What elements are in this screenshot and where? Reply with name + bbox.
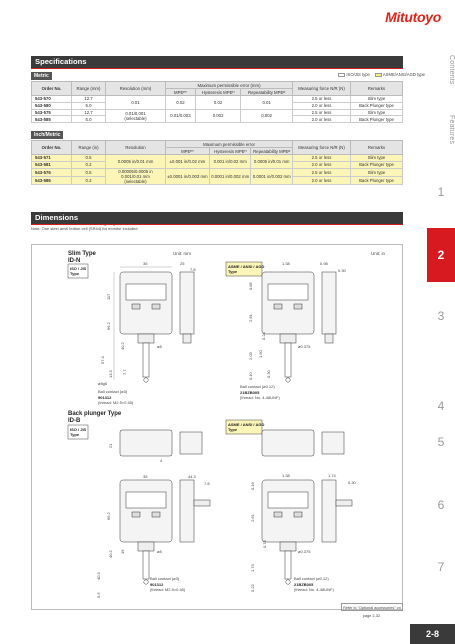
resolution-main-2: 0.001/0.01 mm xyxy=(121,173,150,179)
range-value: 12.7 xyxy=(72,109,106,116)
unit-mm-label: Unit: mm xyxy=(173,251,191,256)
sidebar-chapter-5[interactable]: 5 xyxy=(437,435,445,449)
force-value: 2.5 or less xyxy=(293,155,351,162)
repeatability-value: 0.0001 in/0.002 mm xyxy=(251,168,293,185)
dim-back-spindle: 19 xyxy=(120,549,125,554)
dim-tip-2: 7.7 xyxy=(122,369,127,375)
slim-stem xyxy=(138,334,154,343)
col-remarks: Remarks xyxy=(351,141,403,155)
slim-button-left xyxy=(132,304,140,309)
slim-contact-in: Ball contact (ø0.12) xyxy=(240,384,275,389)
order-code: 543-586 xyxy=(32,176,72,184)
back-body xyxy=(120,480,172,542)
mpe-value: 0.01/0.003 xyxy=(166,109,196,123)
repeatability-value: 0.0005 in/0.01 mm xyxy=(251,155,293,169)
dim-in-tip-2: 0.30 xyxy=(266,370,271,378)
slim-display xyxy=(126,284,166,300)
slim-body xyxy=(120,272,172,334)
col-force: Measuring force N/R (N) xyxy=(293,82,351,96)
back-asme-tag: ASME / ANSI / AGD xyxy=(228,422,265,427)
back-asme-tag-2: Type xyxy=(228,427,238,432)
mpe-value: 0.02 xyxy=(166,96,196,110)
slim-front-view xyxy=(120,272,172,382)
slim-side-body xyxy=(180,272,194,334)
back-button-right xyxy=(152,512,160,517)
dim-back-gap: 4 xyxy=(160,458,163,463)
order-code: 543-576 xyxy=(32,168,72,176)
back-display xyxy=(126,492,166,508)
back-iso-tag: ISO / JIS xyxy=(70,427,87,432)
range-value: 0.5 xyxy=(72,168,106,176)
back-iso-tag-2: Type xyxy=(70,432,80,437)
resolution-note: (selectable) xyxy=(124,178,147,184)
remarks-value: Back Plunger type xyxy=(351,176,403,184)
col-hysteresis: Hysteresis MPEᴴ xyxy=(209,148,251,155)
range-value: 0.2 xyxy=(72,161,106,168)
back-asme-stem xyxy=(280,542,296,551)
force-value: 2.0 or less xyxy=(293,116,351,123)
dim-body-height: 66.2 xyxy=(106,322,111,330)
remarks-value: Slim type xyxy=(351,96,403,103)
back-side-body xyxy=(180,480,194,542)
sidebar-features-tab[interactable]: Features xyxy=(448,115,455,145)
col-resolution: Resolution (mm) xyxy=(106,82,166,96)
order-code: 543-581 xyxy=(32,161,72,168)
remarks-value: Back Plunger type xyxy=(351,161,403,168)
slim-asme-body xyxy=(262,272,314,334)
dim-back-in-body: 2.61 xyxy=(250,514,255,522)
dim-back-lower: 40.3 xyxy=(96,572,101,580)
slim-iso-tag-2: Type xyxy=(70,271,80,276)
force-value: 2.0 or less xyxy=(293,176,351,184)
back-contact-mm: Ball contact (ø3) xyxy=(150,576,180,581)
dim-back-width: 35 xyxy=(143,474,148,479)
slim-asme-spindle xyxy=(285,343,291,377)
dim-total-height: 117 xyxy=(106,293,111,300)
mpe-value: ±0.001 in/0.02 mm xyxy=(166,155,210,169)
back-title-group xyxy=(68,411,122,439)
dim-back-stem: 40.2 xyxy=(108,550,113,558)
col-max-error: Maximum permissible error xyxy=(166,141,293,148)
hysteresis-value: 0.0001 in/0.002 mm xyxy=(209,168,251,185)
slim-title: Slim Type xyxy=(68,251,96,257)
legend-asme-label: ASME/ANSI/AGD type xyxy=(382,72,425,77)
order-code: 543-571 xyxy=(32,155,72,162)
range-value: 5.0 xyxy=(72,102,106,109)
slim-asme-front-view xyxy=(262,272,336,382)
col-repeatability: Repeatability MPEᴿ xyxy=(241,89,293,96)
remarks-value: Slim type xyxy=(351,109,403,116)
slim-model: ID-N xyxy=(68,258,81,264)
accessories-reference[interactable]: Refer to "Optional accessories" on page 2-32. xyxy=(341,603,403,611)
force-value: 2.5 or less xyxy=(293,96,351,103)
back-asme-display xyxy=(268,492,308,508)
back-button-left xyxy=(132,512,140,517)
back-asme-button-left xyxy=(274,512,282,517)
back-top-side xyxy=(180,432,202,454)
range-value: 0.2 xyxy=(72,176,106,184)
dim-in-body: 2.61 xyxy=(248,314,253,322)
back-asme-spindle xyxy=(285,551,291,579)
dim-offset: 7.8 xyxy=(190,267,196,272)
back-contact-in: Ball contact (ø0.12) xyxy=(294,576,329,581)
back-spindle xyxy=(143,551,149,579)
back-asme-top-side xyxy=(322,432,344,454)
col-range: Range (mm) xyxy=(72,82,106,96)
slim-spindle xyxy=(143,343,149,377)
back-part-in: 21BZB005 xyxy=(294,582,314,587)
dim-back-in-width: 1.38 xyxy=(282,473,290,478)
slim-side-view xyxy=(180,272,194,343)
back-asme-plunger xyxy=(336,500,352,506)
resolution-value: 0.01 xyxy=(106,96,166,110)
dim-in-top: 0.85 xyxy=(248,282,253,290)
col-remarks: Remarks xyxy=(351,82,403,96)
back-thread-mm: (thread: M2.5×0.45) xyxy=(150,587,186,592)
dim-in-stem: 0.24 xyxy=(261,332,266,340)
dim-back-body: 66.2 xyxy=(106,512,111,520)
dim-width: 35 xyxy=(143,261,148,266)
dim-back-stem-dia: ø8 xyxy=(157,549,162,554)
dim-back-in-lower: 1.73 xyxy=(250,564,255,572)
hysteresis-value: 0.002 xyxy=(195,109,240,123)
inch-subheading: Inch/Metric xyxy=(31,131,63,139)
dim-back-in-offset: 0.30 xyxy=(348,480,356,485)
back-asme-views xyxy=(262,430,352,584)
dim-stem-dia: ø8 xyxy=(157,344,162,349)
slim-side-stem xyxy=(183,334,191,343)
dim-depth: 25 xyxy=(180,261,185,266)
dim-in-depth: 0.98 xyxy=(320,261,328,266)
slim-asme-button-left xyxy=(274,304,282,309)
slim-part-in: 21BZB005 xyxy=(240,390,260,395)
force-value: 2.5 or less xyxy=(293,109,351,116)
slim-part-mm: 901312 xyxy=(98,395,112,400)
slim-asme-side-stem xyxy=(325,334,333,343)
col-hysteresis: Hysteresis MPEᴴ xyxy=(195,89,240,96)
sidebar-chapter-1[interactable]: 1 xyxy=(437,185,445,199)
dim-back-in-stem-dia: ø0.375 xyxy=(298,549,311,554)
dim-back-tip: 5.6 xyxy=(96,592,101,598)
repeatability-value: 0.01 xyxy=(241,96,293,110)
sidebar-contents-tab[interactable]: Contents xyxy=(448,55,455,85)
dim-back-top: 21 xyxy=(108,443,113,448)
mpe-value: ±0.0001 in/0.003 mm xyxy=(166,168,210,185)
col-range: Range (in) xyxy=(72,141,106,155)
back-ball-contact xyxy=(144,580,148,584)
resolution-note: (selectable) xyxy=(124,115,147,121)
col-repeatability: Repeatability MPEᴿ xyxy=(251,148,293,155)
remarks-value: Slim type xyxy=(351,155,403,162)
dim-stem-fit: ø8g6 xyxy=(98,381,108,386)
dim-spindle: 40.2 xyxy=(120,342,125,350)
dim-back-depth: 44.3 xyxy=(188,474,196,479)
back-front-view xyxy=(120,480,210,584)
order-code: 543-575 xyxy=(32,109,72,116)
dim-in-stem-dia: ø0.375 xyxy=(298,344,311,349)
order-code: 543-585 xyxy=(32,116,72,123)
back-top-view xyxy=(120,430,202,456)
slim-button-right xyxy=(152,304,160,309)
back-plunger xyxy=(194,500,210,506)
remarks-value: Slim type xyxy=(351,168,403,176)
back-asme-side-body xyxy=(322,480,336,542)
dim-back-in-stem: 0.74 xyxy=(262,540,267,548)
sidebar-chapter-3[interactable]: 3 xyxy=(437,309,445,323)
col-resolution: Resolution xyxy=(106,141,166,155)
col-mpe: MPEᴾ* xyxy=(166,148,210,155)
resolution-main: 0.00005/0.0005 in xyxy=(118,168,153,174)
remarks-value: Back Plunger type xyxy=(351,102,403,109)
slim-asme-tag-2: Type xyxy=(228,269,238,274)
slim-asme-stem xyxy=(280,334,296,343)
range-value: 5.0 xyxy=(72,116,106,123)
note-battery: Note: One steel anvil button cell (SR44) for monitor included xyxy=(31,226,138,231)
specifications-heading: Specifications xyxy=(31,56,403,68)
col-max-error: Maximum permissible error (mm) xyxy=(166,82,293,89)
sidebar-chapter-6[interactable]: 6 xyxy=(437,498,445,512)
slim-asme-display xyxy=(268,284,308,300)
dim-back-in-tip: 0.22 xyxy=(250,584,255,592)
slim-asme-button-right xyxy=(294,304,302,309)
dim-back-offset: 7.8 xyxy=(204,481,210,486)
range-value: 0.5 xyxy=(72,155,106,162)
sidebar-chapter-4[interactable]: 4 xyxy=(437,399,445,413)
dim-back-in-depth: 1.74 xyxy=(328,473,336,478)
back-stem xyxy=(138,542,154,551)
order-code: 543-570 xyxy=(32,96,72,103)
dim-in-width: 1.38 xyxy=(282,261,290,266)
col-force: Measuring force N/R (N) xyxy=(293,141,351,155)
back-asme-button-right xyxy=(294,512,302,517)
legend-iso-label: ISO/JIS type xyxy=(346,72,370,77)
range-value: 12.7 xyxy=(72,96,106,103)
back-asme-body xyxy=(262,480,314,542)
dim-back-in-top: 0.16 xyxy=(250,482,255,490)
unit-in-label: Unit: in xyxy=(370,251,385,256)
hysteresis-value: 0.02 xyxy=(195,96,240,110)
col-mpe: MPEᴾ* xyxy=(166,89,196,96)
dim-tip: 13.3 xyxy=(108,370,113,378)
force-value: 2.0 or less xyxy=(293,102,351,109)
back-top-body xyxy=(120,430,172,456)
dim-in-lower: 2.03 xyxy=(248,352,253,360)
col-order-no: Order No. xyxy=(32,141,72,155)
page-number: 2-8 xyxy=(410,624,455,644)
back-model: ID-B xyxy=(68,418,81,424)
back-asme-top-body xyxy=(262,430,314,456)
slim-iso-tag: ISO / JIS xyxy=(70,266,87,271)
slim-asme-ball-contact xyxy=(286,378,290,382)
slim-contact-mm: Ball contact (ø3) xyxy=(98,389,128,394)
dimensions-heading: Dimensions xyxy=(31,212,403,224)
dim-in-tip: 0.10 xyxy=(248,372,253,380)
sidebar-chapter-2[interactable]: 2 xyxy=(427,228,455,282)
force-value: 2.5 or less xyxy=(293,168,351,176)
back-thread-in: (thread: No. 4-48UNF) xyxy=(294,587,334,592)
slim-asme-tag: ASME / ANSI / AGD xyxy=(228,264,265,269)
resolution-value: 0.0005 in/0.01 mm xyxy=(106,155,166,169)
back-title: Back plunger Type xyxy=(68,411,122,417)
slim-thread-in: (thread: No. 4-48UNF) xyxy=(240,395,280,400)
metric-subheading: Metric xyxy=(31,72,52,80)
dim-in-offset: 0.30 xyxy=(338,268,346,273)
remarks-value: Back Plunger type xyxy=(351,116,403,123)
back-asme-group xyxy=(226,420,264,434)
repeatability-value: 0.002 xyxy=(241,109,293,123)
order-code: 543-580 xyxy=(32,102,72,109)
sidebar-chapter-7[interactable]: 7 xyxy=(437,560,445,574)
slim-thread-mm: (thread: M2.5×0.45) xyxy=(98,400,134,405)
slim-asme-side-body xyxy=(322,272,336,334)
col-order-no: Order No. xyxy=(32,82,72,96)
dim-stem-height: 57.4 xyxy=(100,356,105,364)
slim-ball-contact xyxy=(144,378,148,382)
back-part-mm: 901312 xyxy=(150,582,164,587)
dim-in-spindle: 1.50 xyxy=(258,350,263,358)
brand-logo: Mitutoyo xyxy=(385,9,441,25)
hysteresis-value: 0.001 in/0.02 mm xyxy=(209,155,251,169)
resolution-main: 0.01/0.001 xyxy=(125,110,146,116)
force-value: 2.0 or less xyxy=(293,161,351,168)
back-asme-ball-contact xyxy=(286,580,290,584)
